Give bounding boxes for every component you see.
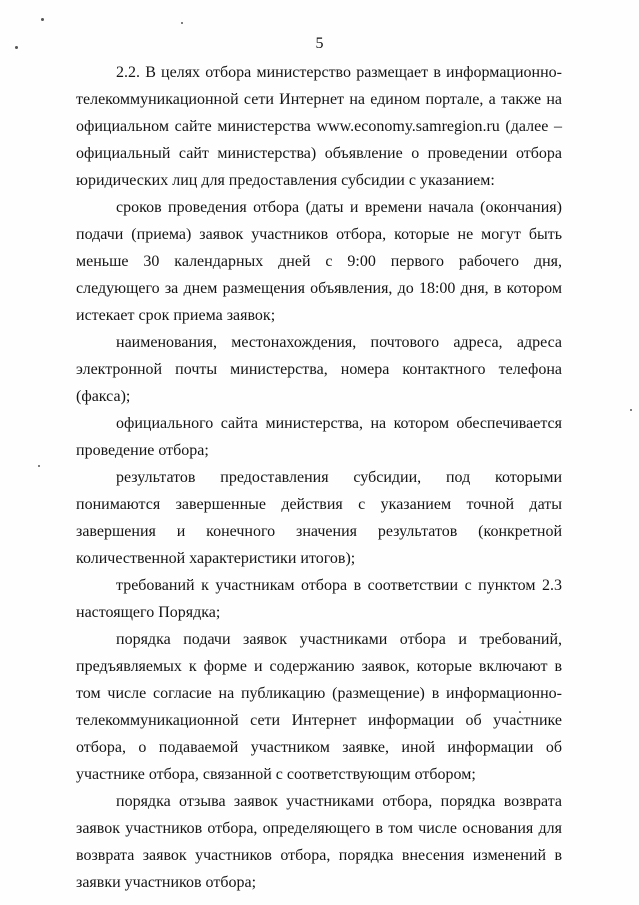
scan-speck <box>41 18 44 21</box>
paragraph-deadlines: сроков проведения отбора (даты и времени начала (окончания) подачи (приема) заявок участников отбора, которые не могут быть меньше 30 календарных дней с 9:00 первого рабочего дня, следующего за днем размещения объявления, до 18:00 дня, в котором истекает срок приема заявок; <box>76 199 562 324</box>
paragraph-2-2: 2.2. В целях отбора министерство размещает в информационно-телекоммуникационной сети Интернет на едином портале, а также на официальном сайте министерства www.economy.samregion.ru (далее – официальный сайт министерства) объявление о проведении отбора юридических лиц для предоставления субсидии с указанием: <box>76 64 562 189</box>
paragraph-results: результатов предоставления субсидии, под которыми понимаются завершенные действия с указанием точной даты завершения и конечного значения результатов (конкретной количественной характеристики итогов); <box>76 469 562 567</box>
paragraph-website: официального сайта министерства, на котором обеспечивается проведение отбора; <box>76 415 562 459</box>
scan-speck <box>630 409 632 411</box>
page-number: 5 <box>315 35 324 52</box>
paragraph-requirements: требований к участникам отбора в соответствии с пунктом 2.3 настоящего Порядка; <box>76 577 562 621</box>
paragraph-withdrawal: порядка отзыва заявок участниками отбора, порядка возврата заявок участников отбора, определяющего в том числе основания для возврата заявок участников отбора, порядка внесения изменений в заявки участников отбора; <box>76 793 562 891</box>
scan-speck <box>38 465 40 467</box>
paragraph-contacts: наименования, местонахождения, почтового адреса, адреса электронной почты министерства, номера контактного телефона (факса); <box>76 334 562 405</box>
paragraph-submission: порядка подачи заявок участниками отбора и требований, предъявляемых к форме и содержанию заявок, которые включают в том числе согласие на публикацию (размещение) в информационно-телекоммуникационной сети Интернет информации об участнике отбора, о подаваемой участником заявке, иной информации об участнике отбора, связанной с соответствующим отбором; <box>76 631 562 783</box>
document-body <box>76 59 562 896</box>
scan-speck <box>181 22 183 24</box>
